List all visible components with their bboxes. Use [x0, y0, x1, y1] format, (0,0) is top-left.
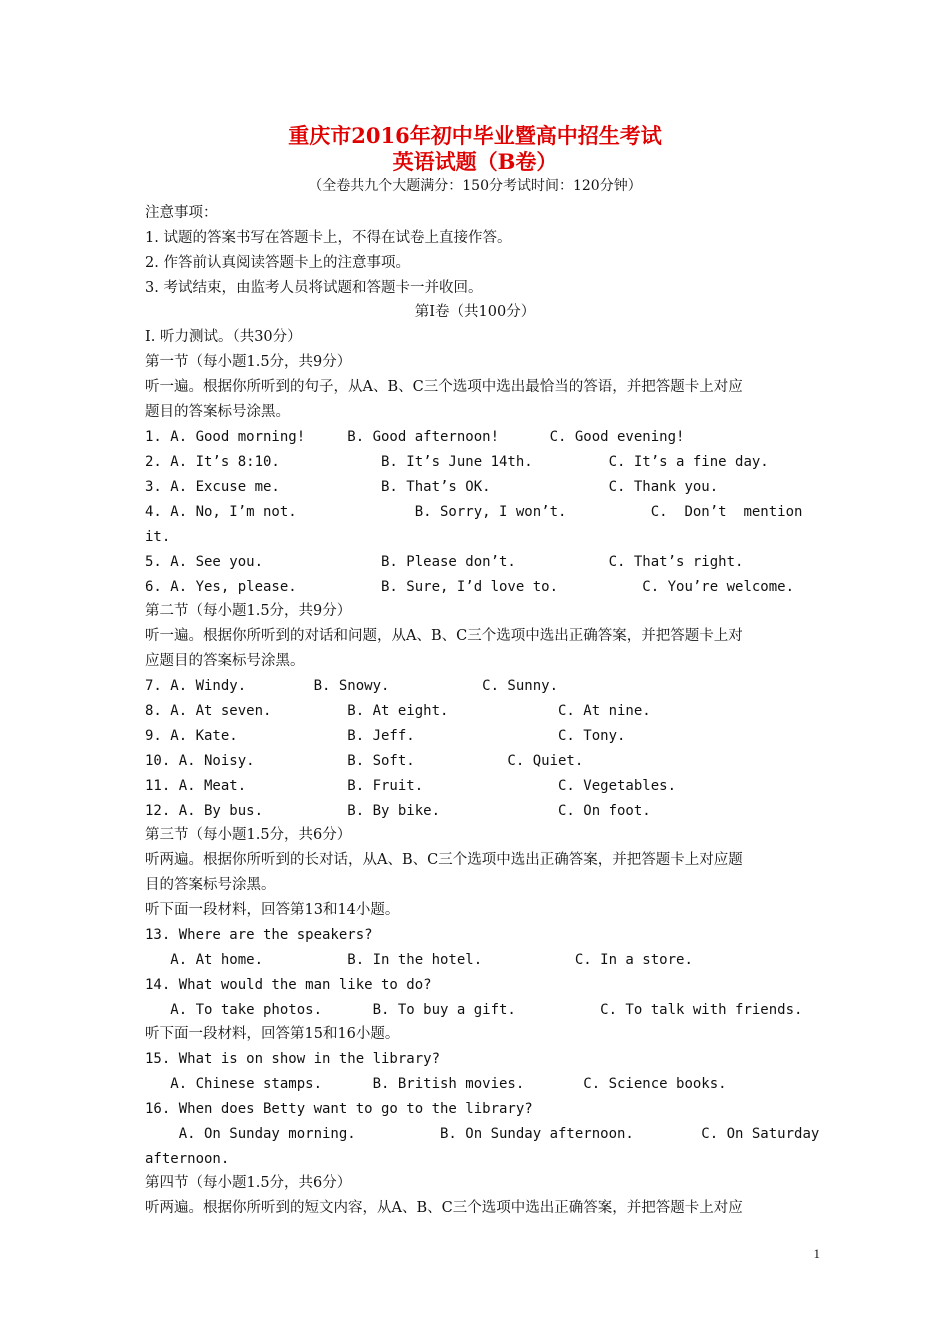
- text-line: A. To take photos. B. To buy a gift. C. To talk with friends.: [145, 1002, 803, 1018]
- text-line: 听下面一段材料，回答第13和14小题。: [145, 902, 400, 918]
- text-line: 13. Where are the speakers?: [145, 927, 373, 943]
- text-line: 1. A. Good morning! B. Good afternoon! C. Good evening!: [145, 429, 685, 445]
- text-line: 听两遍。根据你所听到的短文内容，从A、B、C三个选项中选出正确答案，并把答题卡上对应: [145, 1200, 743, 1216]
- text-line: 3. A. Excuse me. B. That’s OK. C. Thank you.: [145, 479, 719, 495]
- text-line: 15. What is on show in the library?: [145, 1051, 441, 1067]
- text-line: 7. A. Windy. B. Snowy. C. Sunny.: [145, 678, 559, 694]
- text-line: 第一节（每小题1.5分，共9分）: [145, 354, 352, 370]
- text-line: Ⅰ. 听力测试。（共30分）: [145, 329, 302, 345]
- text-line: 听下面一段材料，回答第15和16小题。: [145, 1026, 400, 1042]
- page-number: 1: [813, 1246, 820, 1261]
- text-line: 2. A. It’s 8:10. B. It’s June 14th. C. It’s a fine day.: [145, 454, 769, 470]
- text-line: 目的答案标号涂黑。: [145, 877, 276, 893]
- text-line: 14. What would the man like to do?: [145, 977, 432, 993]
- text-line: 题目的答案标号涂黑。: [145, 404, 290, 420]
- text-line: 应题目的答案标号涂黑。: [145, 653, 305, 669]
- text-line: 5. A. See you. B. Please don’t. C. That’s right.: [145, 554, 744, 570]
- exam-subtitle: 英语试题（B卷）: [392, 149, 558, 174]
- text-line: 8. A. At seven. B. At eight. C. At nine.: [145, 703, 651, 719]
- text-line: A. On Sunday morning. B. On Sunday afternoon. C. On Saturday: [145, 1126, 820, 1142]
- text-line: 16. When does Betty want to go to the library?: [145, 1101, 533, 1117]
- text-line: afternoon.: [145, 1151, 230, 1167]
- text-line: 听两遍。根据你所听到的长对话，从A、B、C三个选项中选出正确答案，并把答题卡上对应题: [145, 852, 743, 868]
- text-line: 注意事项：: [145, 205, 218, 221]
- text-line: 1. 试题的答案书写在答题卡上，不得在试卷上直接作答。: [145, 230, 512, 246]
- exam-info: （全卷共九个大题满分：150分考试时间：120分钟）: [308, 178, 642, 194]
- text-line: 第Ⅰ卷（共100分）: [414, 304, 536, 320]
- text-line: 12. A. By bus. B. By bike. C. On foot.: [145, 803, 651, 819]
- text-line: it.: [145, 529, 171, 545]
- text-line: 第三节（每小题1.5分，共6分）: [145, 827, 352, 843]
- text-line: 9. A. Kate. B. Jeff. C. Tony.: [145, 728, 626, 744]
- exam-title: 重庆市2016年初中毕业暨高中招生考试: [288, 123, 662, 148]
- text-line: 听一遍。根据你所听到的句子，从A、B、C三个选项中选出最恰当的答语，并把答题卡上对应: [145, 379, 743, 395]
- text-line: 10. A. Noisy. B. Soft. C. Quiet.: [145, 753, 584, 769]
- text-line: 11. A. Meat. B. Fruit. C. Vegetables.: [145, 778, 677, 794]
- text-line: A. At home. B. In the hotel. C. In a store.: [145, 952, 693, 968]
- text-line: A. Chinese stamps. B. British movies. C. Science books.: [145, 1076, 727, 1092]
- text-line: 3. 考试结束，由监考人员将试题和答题卡一并收回。: [145, 280, 483, 296]
- text-line: 第四节（每小题1.5分，共6分）: [145, 1175, 352, 1191]
- text-line: 2. 作答前认真阅读答题卡上的注意事项。: [145, 255, 410, 271]
- text-line: 听一遍。根据你所听到的对话和问题，从A、B、C三个选项中选出正确答案，并把答题卡上对: [145, 628, 743, 644]
- text-line: 4. A. No, I’m not. B. Sorry, I won’t. C. Don’t mention: [145, 504, 803, 520]
- text-line: 6. A. Yes, please. B. Sure, I’d love to. C. You’re welcome.: [145, 579, 795, 595]
- text-line: 第二节（每小题1.5分，共9分）: [145, 603, 352, 619]
